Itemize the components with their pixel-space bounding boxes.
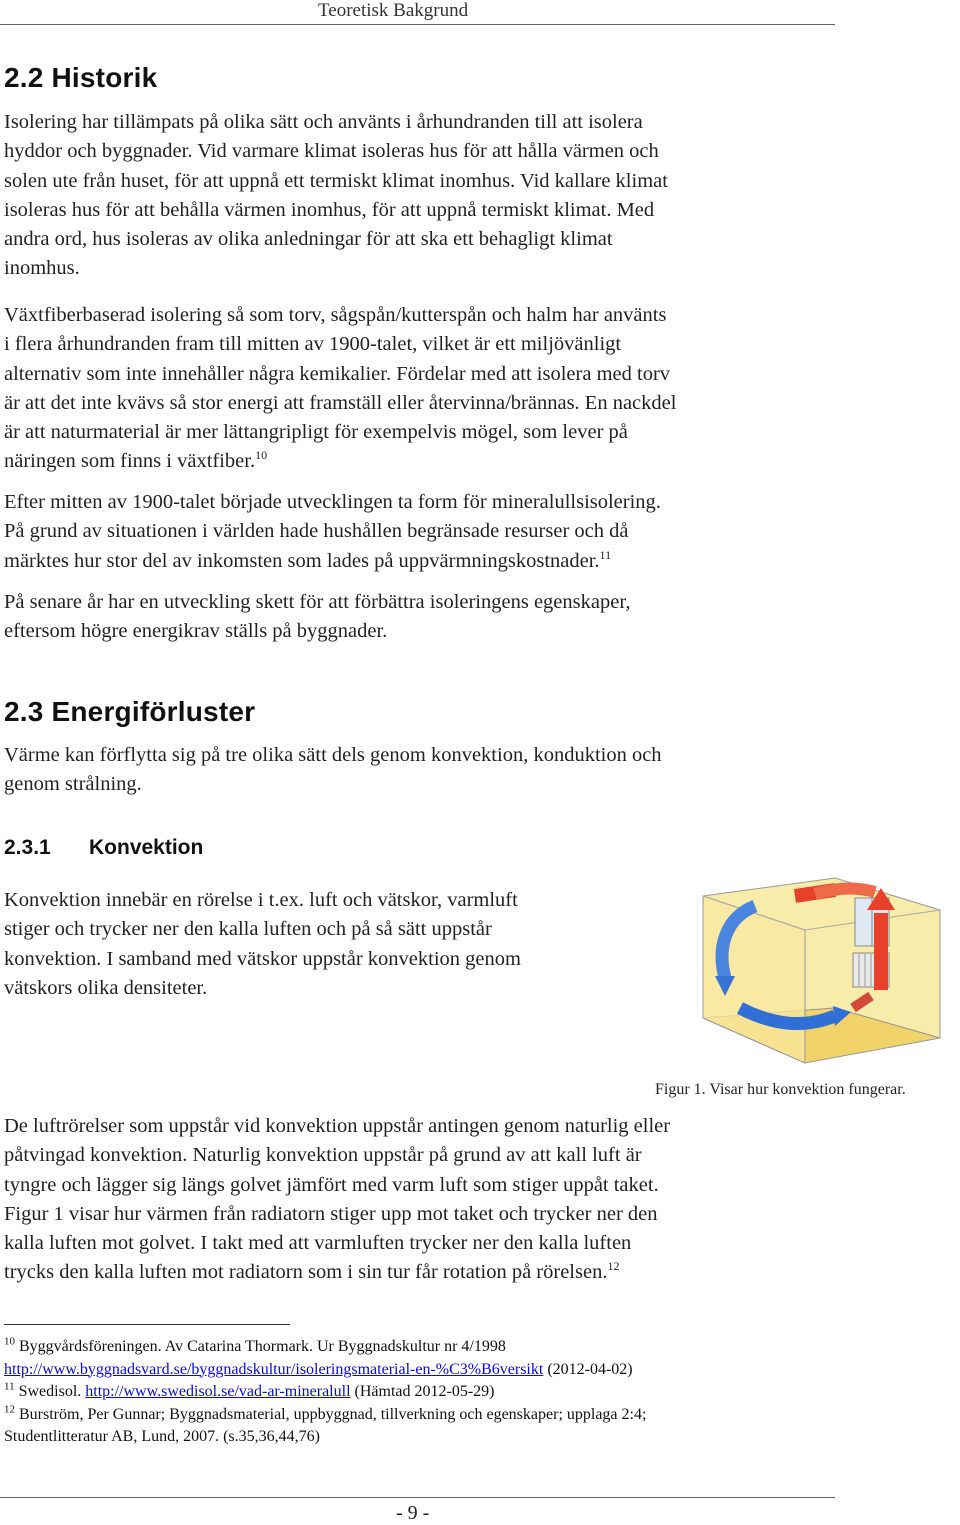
footnote-text: Burström, Per Gunnar; Byggnadsmaterial, uppbyggnad, tillverkning och egenskaper; upplaga 2:4; <box>19 1405 647 1423</box>
text-line: isoleras hus för att behålla värmen inomhus, för att uppnå termiskt klimat. Med <box>4 198 655 221</box>
footnote-link[interactable]: http://www.byggnadsvard.se/byggnadskultur/isoleringsmaterial-en-%C3%B6versikt <box>4 1360 544 1378</box>
footnote-ref-10[interactable]: 10 <box>255 448 268 463</box>
text-line: tyngre och lägger sig längs golvet jämfört med varm luft som stiger uppåt taket. <box>4 1173 659 1196</box>
footnote-text: Studentlitteratur AB, Lund, 2007. (s.35,36,44,76) <box>4 1428 320 1445</box>
footnote-number: 10 <box>4 1335 15 1348</box>
text-line: eftersom högre energikrav ställs på byggnader. <box>4 620 388 643</box>
subsection-title: Konvektion <box>89 836 204 859</box>
page-header <box>0 0 835 25</box>
text-line: alternativ som inte innehåller några kemikalier. Fördelar med att isolera med torv <box>4 362 671 385</box>
paragraph-energi-1 <box>4 741 662 800</box>
footnote-text: Byggvårdsföreningen. Av Catarina Thormark. Ur Byggnadskultur nr 4/1998 <box>19 1338 506 1355</box>
paragraph-konvektion-1 <box>4 886 521 1003</box>
footnote-ref-11[interactable]: 11 <box>599 547 612 562</box>
paragraph-historik-4 <box>4 588 630 647</box>
text-line: genom strålning. <box>4 773 142 796</box>
text-line: näringen som finns i växtfiber. <box>4 450 256 473</box>
footnote-text: Swedisol. <box>18 1383 86 1400</box>
section-heading-historik: 2.2 Historik <box>4 62 158 93</box>
text-line: Växtfiberbaserad isolering så som torv, sågspån/kutterspån och halm har använts <box>4 304 667 326</box>
paragraph-historik-1 <box>4 108 668 284</box>
convection-room-illustration <box>685 858 957 1068</box>
paragraph-historik-3 <box>4 488 661 576</box>
footnote-number: 12 <box>4 1403 15 1416</box>
text-line: kalla luften mot golvet. I takt med att varmluften trycker ner den kalla luften <box>4 1232 632 1255</box>
text-line: märktes hur stor del av inkomsten som lades på uppvärmningskostnader. <box>4 549 600 572</box>
text-line: konvektion. I samband med vätskor uppstår konvektion genom <box>4 947 521 970</box>
paragraph-konvektion-2 <box>4 1112 670 1288</box>
header-title: Teoretisk Bakgrund <box>318 0 469 21</box>
paragraph-historik-2 <box>4 301 676 477</box>
footnote-link[interactable]: http://www.swedisol.se/vad-ar-mineralull <box>85 1383 351 1400</box>
text-line: påtvingad konvektion. Naturlig konvektion uppstår på grund av att kall luft är <box>4 1144 642 1167</box>
section-heading-energiforluster: 2.3 Energiförluster <box>4 696 256 727</box>
page-number: - 9 - <box>396 1502 430 1524</box>
text-line: Efter mitten av 1900-talet började utvecklingen ta form för mineralullsisolering. <box>4 491 661 513</box>
footnote-10-link-line <box>4 1359 834 1382</box>
convection-figure <box>685 858 957 1068</box>
text-line: vätskors olika densiteter. <box>4 976 208 999</box>
text-line: hyddor och byggnader. Vid varmare klimat isoleras hus för att hålla värmen och <box>4 140 659 163</box>
text-line: På senare år har en utveckling skett för att förbättra isoleringens egenskaper, <box>4 591 631 613</box>
text-line: Konvektion innebär en rörelse i t.ex. luft och vätskor, varmluft <box>4 889 518 911</box>
footnote-number: 11 <box>4 1380 15 1393</box>
footnote-date: (Hämtad 2012-05-29) <box>350 1383 495 1400</box>
text-line: stiger och trycker ner den kalla luften och på så sätt uppstår <box>4 918 492 941</box>
footnote-ref-12[interactable]: 12 <box>607 1259 620 1274</box>
text-line: Värme kan förflytta sig på tre olika sätt dels genom konvektion, konduktion och <box>4 744 662 766</box>
text-line: solen ute från huset, för att uppnå ett termiskt klimat inomhus. Vid kallare klimat <box>4 169 668 192</box>
footer-separator <box>0 1497 835 1498</box>
footnotes <box>4 1336 834 1449</box>
footnote-10 <box>4 1336 834 1359</box>
footnote-11 <box>4 1381 834 1404</box>
text-line: Figur 1 visar hur värmen från radiatorn stiger upp mot taket och trycker ner den <box>4 1202 658 1225</box>
footnote-date: (2012-04-02) <box>543 1360 633 1378</box>
text-line: Isolering har tillämpats på olika sätt och använts i århundranden till att isolera <box>4 111 643 133</box>
text-line: är att naturmaterial är mer lättangripligt för exempelvis mögel, som lever på <box>4 421 628 444</box>
text-line: inomhus. <box>4 257 80 280</box>
footnote-12 <box>4 1404 834 1427</box>
footnote-separator <box>4 1324 290 1325</box>
text-line: i flera århundranden fram till mitten av 1900-talet, vilket är ett miljövänligt <box>4 333 622 356</box>
text-line: De luftrörelser som uppstår vid konvektion uppstår antingen genom naturlig eller <box>4 1115 671 1137</box>
subsection-number: 2.3.1 <box>4 836 51 859</box>
text-line: trycks den kalla luften mot radiatorn som i sin tur får rotation på rörelsen. <box>4 1261 608 1284</box>
text-line: På grund av situationen i världen hade hushållen begränsade resurser och då <box>4 520 629 543</box>
text-line: andra ord, hus isoleras av olika anledningar för att ska ett behagligt klimat <box>4 228 613 251</box>
figure-caption: Figur 1. Visar hur konvektion fungerar. <box>655 1081 906 1098</box>
text-line: är att det inte kvävs så stor energi att framställ eller återvinna/brännas. En nackdel <box>4 391 677 414</box>
